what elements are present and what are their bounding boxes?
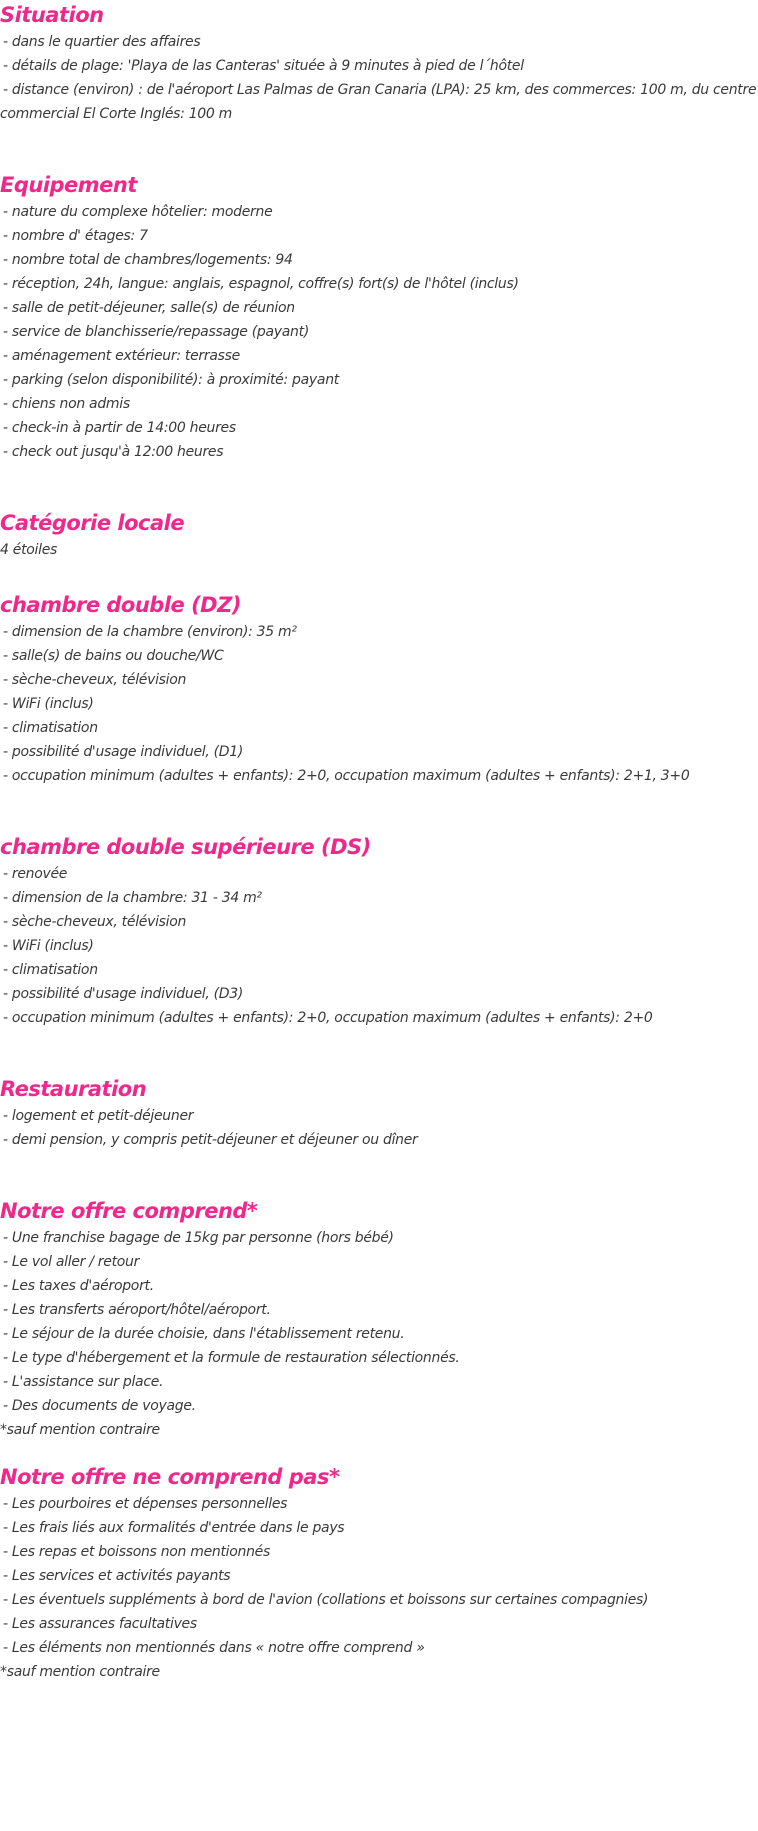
list-item: - Le vol aller / retour xyxy=(3,1254,140,1270)
list-item: - nature du complexe hôtelier: moderne xyxy=(3,204,273,220)
equipement-list xyxy=(0,200,758,464)
list-item: - Des documents de voyage. xyxy=(3,1398,196,1414)
section-equipement xyxy=(0,170,758,464)
section-offre-ne-comprend-pas xyxy=(0,1462,758,1684)
section-restauration xyxy=(0,1074,758,1152)
list-item: - logement et petit-déjeuner xyxy=(3,1108,194,1124)
list-item: - occupation minimum (adultes + enfants): 2+0, occupation maximum (adultes + enfants): 2+1, 3+0 xyxy=(3,768,690,784)
list-item: - Une franchise bagage de 15kg par personne (hors bébé) xyxy=(3,1230,394,1246)
restauration-list xyxy=(0,1104,758,1152)
section-categorie-locale xyxy=(0,508,758,562)
offre-comprend-list xyxy=(0,1226,758,1418)
list-item: - salle(s) de bains ou douche/WC xyxy=(3,648,224,664)
list-item: - occupation minimum (adultes + enfants): 2+0, occupation maximum (adultes + enfants): 2+0 xyxy=(3,1010,653,1026)
offre-ne-comprend-pas-list xyxy=(0,1492,758,1660)
list-item: - check out jusqu'à 12:00 heures xyxy=(3,444,224,460)
list-item: - Les services et activités payants xyxy=(3,1568,231,1584)
list-item: - aménagement extérieur: terrasse xyxy=(3,348,240,364)
section-offre-comprend xyxy=(0,1196,758,1442)
list-item: - Les pourboires et dépenses personnelles xyxy=(3,1496,288,1512)
list-item: - nombre d' étages: 7 xyxy=(3,228,148,244)
star-rating-text: 4 étoiles xyxy=(0,542,58,558)
list-item: - Les transferts aéroport/hôtel/aéroport. xyxy=(3,1302,271,1318)
section-title-restauration: Restauration xyxy=(0,1077,147,1101)
list-item: - sèche-cheveux, télévision xyxy=(3,914,187,930)
section-title-offre-ne-comprend-pas: Notre offre ne comprend pas* xyxy=(0,1465,340,1489)
list-item: - sèche-cheveux, télévision xyxy=(3,672,187,688)
list-item: - WiFi (inclus) xyxy=(3,696,94,712)
list-item: - Le type d'hébergement et la formule de restauration sélectionnés. xyxy=(3,1350,460,1366)
list-item: - climatisation xyxy=(3,962,98,978)
list-item: - possibilité d'usage individuel, (D3) xyxy=(3,986,244,1002)
section-chambre-double xyxy=(0,590,758,788)
chambre-superieure-list xyxy=(0,862,758,1030)
list-item: - réception, 24h, langue: anglais, espagnol, coffre(s) fort(s) de l'hôtel (inclus) xyxy=(3,276,519,292)
list-item: - détails de plage: 'Playa de las Canteras' située à 9 minutes à pied de l´hôtel xyxy=(3,58,524,74)
list-item: - climatisation xyxy=(3,720,98,736)
situation-list xyxy=(0,30,758,126)
list-item: - Les assurances facultatives xyxy=(3,1616,197,1632)
list-item: - chiens non admis xyxy=(3,396,130,412)
list-item: - parking (selon disponibilité): à proximité: payant xyxy=(3,372,339,388)
section-chambre-double-superieure xyxy=(0,832,758,1030)
chambre-double-list xyxy=(0,620,758,788)
list-item: - service de blanchisserie/repassage (payant) xyxy=(3,324,309,340)
footnote: *sauf mention contraire xyxy=(0,1422,160,1438)
list-item: - Le séjour de la durée choisie, dans l'établissement retenu. xyxy=(3,1326,405,1342)
section-situation xyxy=(0,0,758,126)
list-item: - nombre total de chambres/logements: 94 xyxy=(3,252,293,268)
list-item: - Les éléments non mentionnés dans « notre offre comprend » xyxy=(3,1640,425,1656)
list-item: - Les taxes d'aéroport. xyxy=(3,1278,154,1294)
footnote: *sauf mention contraire xyxy=(0,1664,160,1680)
list-item: - Les repas et boissons non mentionnés xyxy=(3,1544,270,1560)
list-item: - dans le quartier des affaires xyxy=(3,34,201,50)
list-item: - WiFi (inclus) xyxy=(3,938,94,954)
list-item: - renovée xyxy=(3,866,68,882)
list-item: - dimension de la chambre: 31 - 34 m² xyxy=(3,890,262,906)
list-item: - dimension de la chambre (environ): 35 m² xyxy=(3,624,297,640)
section-title-chambre-double: chambre double (DZ) xyxy=(0,593,241,617)
section-title-chambre-superieure: chambre double supérieure (DS) xyxy=(0,835,371,859)
section-title-equipement: Equipement xyxy=(0,173,137,197)
list-item: - L'assistance sur place. xyxy=(3,1374,164,1390)
list-item: - distance (environ) : de l'aéroport Las Palmas de Gran Canaria (LPA): 25 km, des commerces: 100 m, du centre commercial El Corte Inglés: 100 m xyxy=(0,82,757,122)
section-title-categorie: Catégorie locale xyxy=(0,511,185,535)
list-item: - salle de petit-déjeuner, salle(s) de réunion xyxy=(3,300,295,316)
list-item: - possibilité d'usage individuel, (D1) xyxy=(3,744,244,760)
list-item: - check-in à partir de 14:00 heures xyxy=(3,420,236,436)
section-title-situation: Situation xyxy=(0,3,104,27)
list-item: - Les éventuels suppléments à bord de l'avion (collations et boissons sur certaines compagnies) xyxy=(3,1592,649,1608)
list-item: - demi pension, y compris petit-déjeuner et déjeuner ou dîner xyxy=(3,1132,418,1148)
list-item: - Les frais liés aux formalités d'entrée dans le pays xyxy=(3,1520,345,1536)
section-title-offre-comprend: Notre offre comprend* xyxy=(0,1199,258,1223)
